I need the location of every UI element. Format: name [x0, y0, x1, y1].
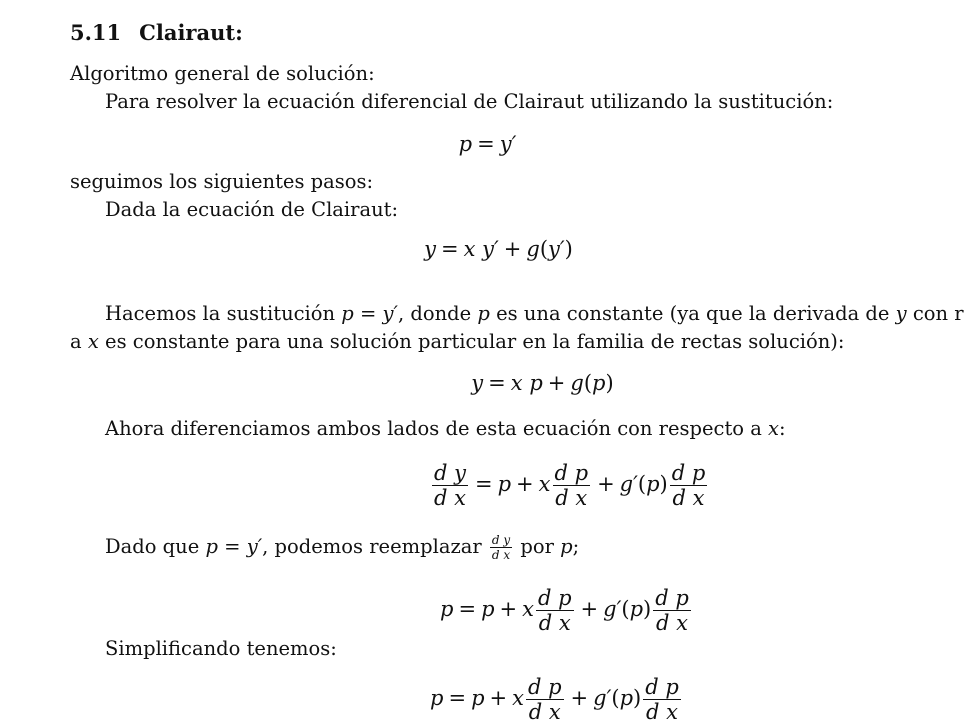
paragraph-differentiate: Ahora diferenciamos ambos lados de esta ecuación con respecto a x:: [105, 417, 786, 440]
fraction-dy-dx-inline: $\frac{\text{d y}}{\text{d x}}$: [491, 533, 511, 562]
section-number: 5.11: [70, 20, 122, 45]
equation-replaced: p = p + x $\frac{\text{d p}}{\text{d x}}$ + g′(p) $\frac{\text{d p}}{\text{d x}}$: [440, 586, 689, 635]
equation-clairaut: y = x y′ + g(y′): [424, 237, 573, 261]
paragraph-substitution-cont: a x es constante para una solución particular en la familia de rectas solución):: [70, 330, 845, 353]
paragraph-algorithm-title: Algoritmo general de solución:: [70, 62, 375, 85]
paragraph-substitution: Hacemos la sustitución p = y′, donde p es una constante (ya que la derivada de y con r: [105, 302, 964, 325]
equation-derivative: $\frac{\text{d y}}{\text{d x}}$ = p + x $\frac{\text{d p}}{\text{d x}}$ + g′(p) $\frac{\text{d p}}{\text{d x}}$: [434, 461, 706, 510]
paragraph-given: Dada la ecuación de Clairaut:: [105, 198, 399, 221]
paragraph-replace: Dado que p = y′, podemos reemplazar $\frac{\text{d y}}{\text{d x}}$ por p;: [105, 533, 580, 562]
fraction-dp-dx: $\frac{\text{d p}}{\text{d x}}$: [537, 586, 572, 635]
paragraph-steps: seguimos los siguientes pasos:: [70, 170, 374, 193]
paragraph-simplify: Simplificando tenemos:: [105, 637, 337, 660]
fraction-dp-dx: $\frac{\text{d p}}{\text{d x}}$: [554, 461, 589, 510]
equation-substituted: y = x p + g(p): [471, 371, 614, 395]
fraction-dp-dx: $\frac{\text{d p}}{\text{d x}}$: [655, 586, 689, 635]
section-title: Clairaut:: [139, 20, 243, 45]
equation-simplified-partial: p = p + x $\frac{\text{d p}}{\text{d x}}$ + g′(p) $\frac{\text{d p}}{\text{d x}}$: [430, 675, 679, 724]
section-heading: [70, 20, 243, 45]
paragraph-intro: Para resolver la ecuación diferencial de Clairaut utilizando la sustitución:: [105, 90, 834, 113]
fraction-dy-dx: $\frac{\text{d y}}{\text{d x}}$: [434, 461, 466, 510]
equation-substitution: p = y′: [458, 132, 517, 156]
fraction-dp-dx: $\frac{\text{d p}}{\text{d x}}$: [527, 675, 562, 724]
fraction-dp-dx: $\frac{\text{d p}}{\text{d x}}$: [671, 461, 706, 510]
fraction-dp-dx: $\frac{\text{d p}}{\text{d x}}$: [645, 675, 679, 724]
